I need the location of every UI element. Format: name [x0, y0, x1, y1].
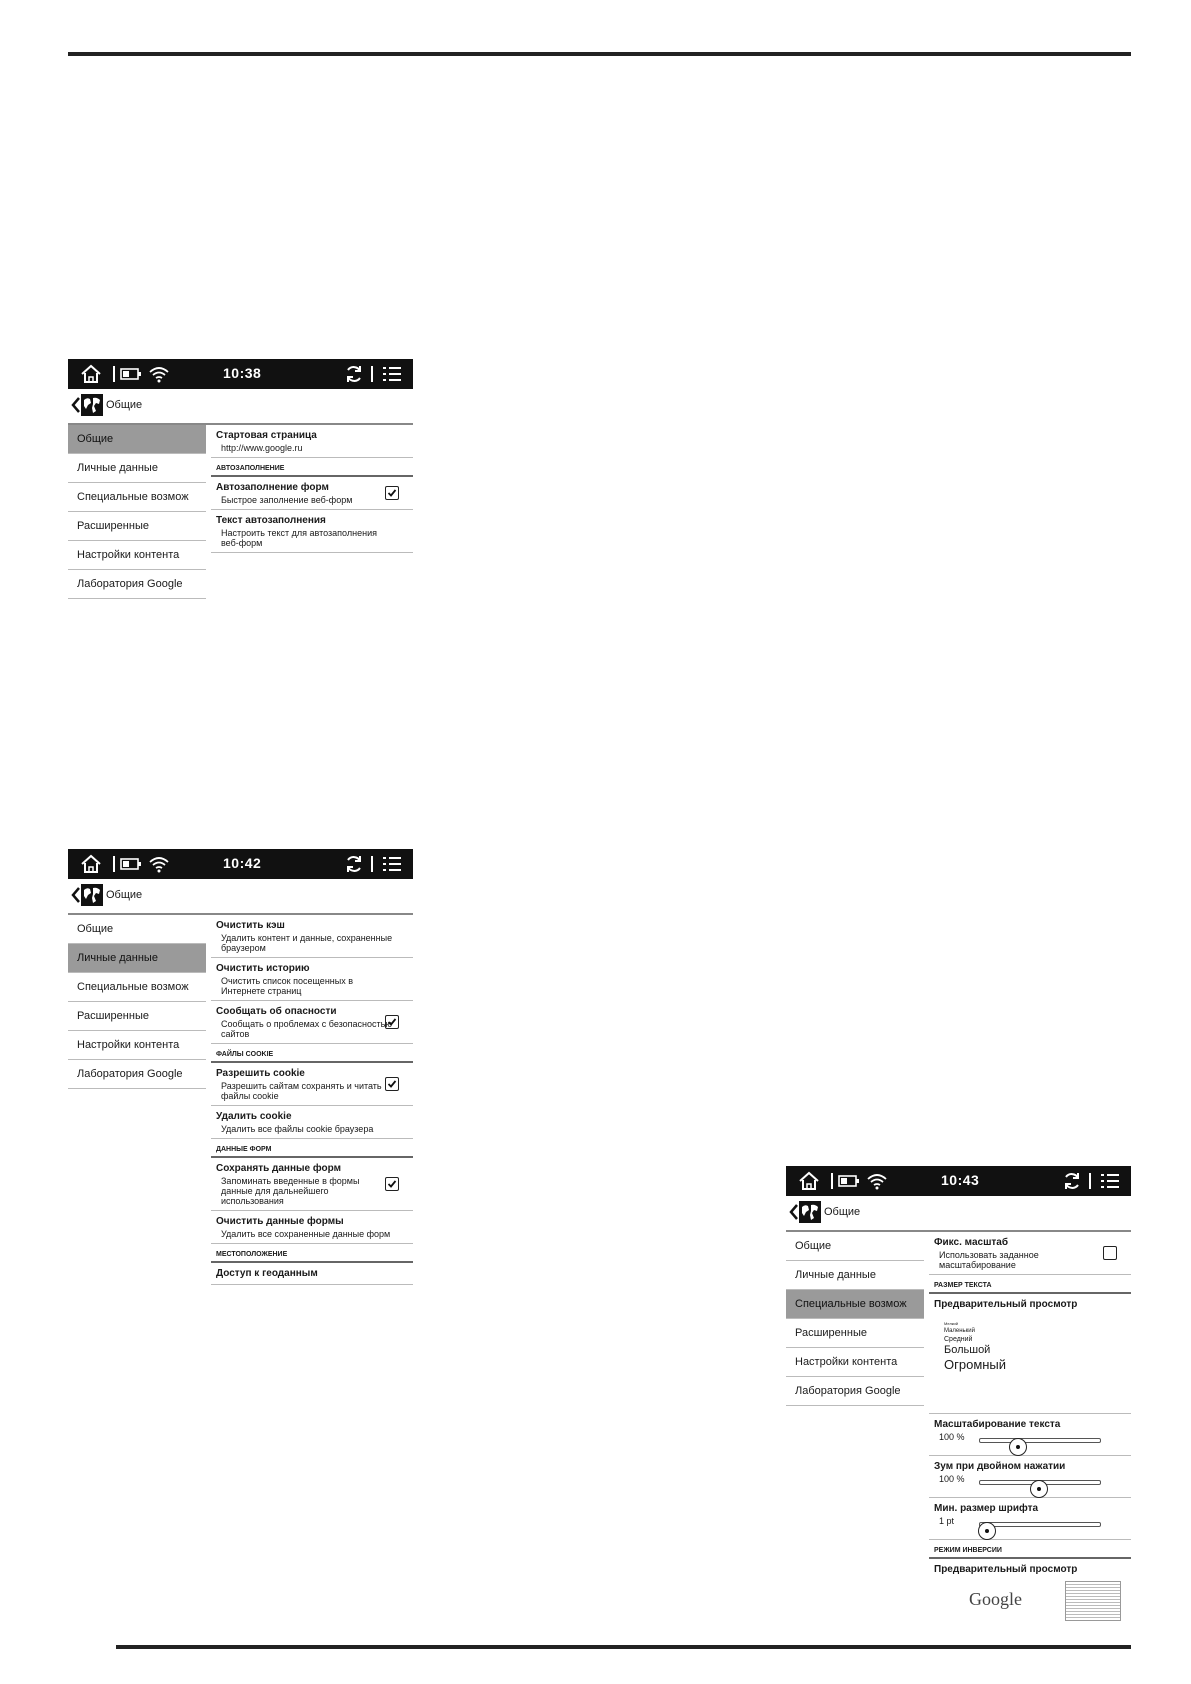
page-title: Общие	[106, 889, 143, 901]
browser-globe-icon	[81, 884, 103, 906]
setting-row[interactable]	[211, 1158, 413, 1211]
back-arrow-icon[interactable]	[71, 886, 81, 909]
setting-description: Разрешить сайтам сохранять и читать файлы cookie	[221, 1081, 382, 1101]
settings-sidebar	[68, 425, 206, 599]
status-bar	[786, 1166, 1131, 1196]
slider-value: 100 %	[939, 1432, 965, 1442]
sidebar-item[interactable]: Лаборатория Google	[786, 1377, 924, 1406]
section-header: РЕЖИМ ИНВЕРСИИ	[929, 1540, 1131, 1559]
slider-knob[interactable]	[978, 1522, 996, 1540]
home-icon[interactable]	[80, 854, 102, 874]
slider-knob[interactable]	[1009, 1438, 1027, 1456]
setting-checkbox[interactable]	[385, 1015, 399, 1029]
page-title: Общие	[106, 399, 143, 411]
status-separator	[113, 366, 115, 382]
settings-sidebar	[786, 1232, 924, 1406]
sidebar-item[interactable]: Лаборатория Google	[68, 1060, 206, 1089]
wifi-icon	[148, 364, 170, 384]
setting-row[interactable]	[211, 477, 413, 510]
clock: 10:38	[223, 365, 262, 381]
setting-title: Текст автозаполнения	[216, 515, 326, 526]
setting-description: Быстрое заполнение веб-форм	[221, 495, 353, 505]
text-size-preview	[929, 1294, 1131, 1414]
setting-description: Очистить список посещенных в Интернете страниц	[221, 976, 354, 996]
setting-row[interactable]	[211, 1063, 413, 1106]
sidebar-item[interactable]: Настройки контента	[68, 541, 206, 570]
setting-title: Автозаполнение форм	[216, 482, 329, 493]
settings-list	[211, 915, 413, 1285]
status-separator	[113, 856, 115, 872]
title-bar	[68, 389, 413, 425]
status-separator	[831, 1173, 833, 1189]
preview-sizes	[934, 1321, 1111, 1372]
setting-title: Сообщать об опасности	[216, 1006, 337, 1017]
settings-list	[211, 425, 413, 553]
back-arrow-icon[interactable]	[71, 396, 81, 419]
slider-track[interactable]	[979, 1438, 1101, 1443]
setting-title: Очистить кэш	[216, 920, 285, 931]
google-logo: Google	[969, 1589, 1022, 1609]
section-header: МЕСТОПОЛОЖЕНИЕ	[211, 1244, 413, 1263]
battery-icon	[838, 1171, 860, 1191]
sidebar-item[interactable]: Специальные возмож	[68, 483, 206, 512]
sidebar-item[interactable]: Лаборатория Google	[68, 570, 206, 599]
setting-description: Сообщать о проблемах с безопасностью сайтов	[221, 1019, 393, 1039]
setting-row[interactable]	[211, 425, 413, 458]
refresh-icon[interactable]	[344, 854, 364, 874]
wifi-icon	[866, 1171, 888, 1191]
battery-icon	[120, 854, 142, 874]
clock: 10:42	[223, 855, 262, 871]
setting-title: Стартовая страница	[216, 430, 317, 441]
refresh-icon[interactable]	[344, 364, 364, 384]
setting-description: http://www.google.ru	[221, 443, 303, 453]
preview-title: Предварительный просмотр	[934, 1564, 1078, 1575]
back-arrow-icon[interactable]	[789, 1203, 799, 1226]
setting-description: Удалить все файлы cookie браузера	[221, 1124, 374, 1134]
status-separator	[1089, 1173, 1091, 1189]
setting-row[interactable]	[929, 1232, 1131, 1275]
setting-title: Очистить данные формы	[216, 1216, 344, 1227]
setting-checkbox[interactable]	[1103, 1246, 1117, 1260]
setting-title: Удалить cookie	[216, 1111, 292, 1122]
browser-globe-icon	[81, 394, 103, 416]
top-rule	[68, 52, 1131, 56]
setting-description: Запоминать введенные в формы данные для дальнейшего использования	[221, 1176, 360, 1206]
sidebar-item[interactable]: Настройки контента	[68, 1031, 206, 1060]
sidebar-item[interactable]: Личные данные	[68, 944, 206, 973]
page-thumbnail-image	[1065, 1581, 1121, 1621]
setting-row[interactable]	[211, 915, 413, 958]
clock: 10:43	[941, 1172, 980, 1188]
setting-row[interactable]	[211, 958, 413, 1001]
preview-size-label: Мелкий	[944, 1321, 959, 1326]
sidebar-item[interactable]: Специальные возмож	[786, 1290, 924, 1319]
sidebar-item[interactable]: Расширенные	[786, 1319, 924, 1348]
preview-title: Предварительный просмотр	[934, 1299, 1078, 1310]
setting-description: Настроить текст для автозаполнения веб-форм	[221, 528, 377, 548]
slider-track[interactable]	[979, 1522, 1101, 1527]
sidebar-item[interactable]: Настройки контента	[786, 1348, 924, 1377]
slider-knob[interactable]	[1030, 1480, 1048, 1498]
wifi-icon	[148, 854, 170, 874]
screenshot-general	[68, 359, 413, 594]
browser-globe-icon	[799, 1201, 821, 1223]
setting-row[interactable]	[211, 1263, 413, 1285]
sidebar-item[interactable]: Личные данные	[786, 1261, 924, 1290]
menu-icon[interactable]	[382, 364, 402, 384]
status-separator	[371, 856, 373, 872]
home-icon[interactable]	[798, 1171, 820, 1191]
screenshot-accessibility	[786, 1166, 1131, 1628]
sidebar-item[interactable]: Специальные возмож	[68, 973, 206, 1002]
setting-row[interactable]	[211, 1001, 413, 1044]
setting-title: Разрешить cookie	[216, 1068, 305, 1079]
sidebar-item[interactable]: Расширенные	[68, 512, 206, 541]
setting-title: Доступ к геоданным	[216, 1268, 318, 1279]
menu-icon[interactable]	[382, 854, 402, 874]
section-header: ФАЙЛЫ COOKIE	[211, 1044, 413, 1063]
setting-row[interactable]	[211, 510, 413, 553]
inversion-preview	[929, 1559, 1131, 1628]
setting-checkbox[interactable]	[385, 1177, 399, 1191]
screenshot-privacy	[68, 849, 413, 1309]
slider[interactable]	[934, 1474, 1111, 1488]
slider-setting	[929, 1456, 1131, 1498]
sidebar-item[interactable]: Расширенные	[68, 1002, 206, 1031]
slider-track[interactable]	[979, 1480, 1101, 1485]
setting-row[interactable]	[211, 1211, 413, 1244]
preview-size-label: Большой	[944, 1344, 991, 1356]
preview-size-label: Огромный	[944, 1357, 1007, 1372]
status-bar	[68, 359, 413, 389]
setting-title: Сохранять данные форм	[216, 1163, 341, 1174]
bottom-rule	[116, 1645, 1131, 1649]
slider-value: 1 pt	[939, 1516, 955, 1526]
slider-title: Мин. размер шрифта	[934, 1503, 1039, 1514]
page-title: Общие	[824, 1206, 861, 1218]
slider-title: Масштабирование текста	[934, 1419, 1061, 1430]
battery-icon	[120, 364, 142, 384]
preview-size-label: Средний	[944, 1336, 973, 1343]
setting-description: Использовать заданное масштабирование	[939, 1250, 1039, 1270]
setting-description: Удалить контент и данные, сохраненные браузером	[221, 933, 393, 953]
slider-value: 100 %	[939, 1474, 965, 1484]
sidebar-item[interactable]: Общие	[786, 1232, 924, 1261]
setting-row[interactable]	[211, 1106, 413, 1139]
slider-setting	[929, 1498, 1131, 1540]
setting-description: Удалить все сохраненные данные форм	[221, 1229, 391, 1239]
slider[interactable]	[934, 1516, 1111, 1530]
setting-checkbox[interactable]	[385, 486, 399, 500]
section-header: АВТОЗАПОЛНЕНИЕ	[211, 458, 413, 477]
sidebar-item[interactable]: Общие	[68, 425, 206, 454]
setting-title: Очистить историю	[216, 963, 310, 974]
settings-sidebar	[68, 915, 206, 1089]
section-header: РАЗМЕР ТЕКСТА	[929, 1275, 1131, 1294]
refresh-icon[interactable]	[1062, 1171, 1082, 1191]
setting-title: Фикс. масштаб	[934, 1237, 1009, 1248]
section-header: ДАННЫЕ ФОРМ	[211, 1139, 413, 1158]
status-bar	[68, 849, 413, 879]
status-separator	[371, 366, 373, 382]
home-icon[interactable]	[80, 364, 102, 384]
setting-checkbox[interactable]	[385, 1077, 399, 1091]
title-bar	[68, 879, 413, 915]
sidebar-item[interactable]: Общие	[68, 915, 206, 944]
settings-list	[929, 1232, 1131, 1628]
slider-setting	[929, 1414, 1131, 1456]
slider[interactable]	[934, 1432, 1111, 1446]
preview-size-label: Маленький	[944, 1328, 976, 1334]
slider-title: Зум при двойном нажатии	[934, 1461, 1066, 1472]
sidebar-item[interactable]: Личные данные	[68, 454, 206, 483]
menu-icon[interactable]	[1100, 1171, 1120, 1191]
title-bar	[786, 1196, 1131, 1232]
